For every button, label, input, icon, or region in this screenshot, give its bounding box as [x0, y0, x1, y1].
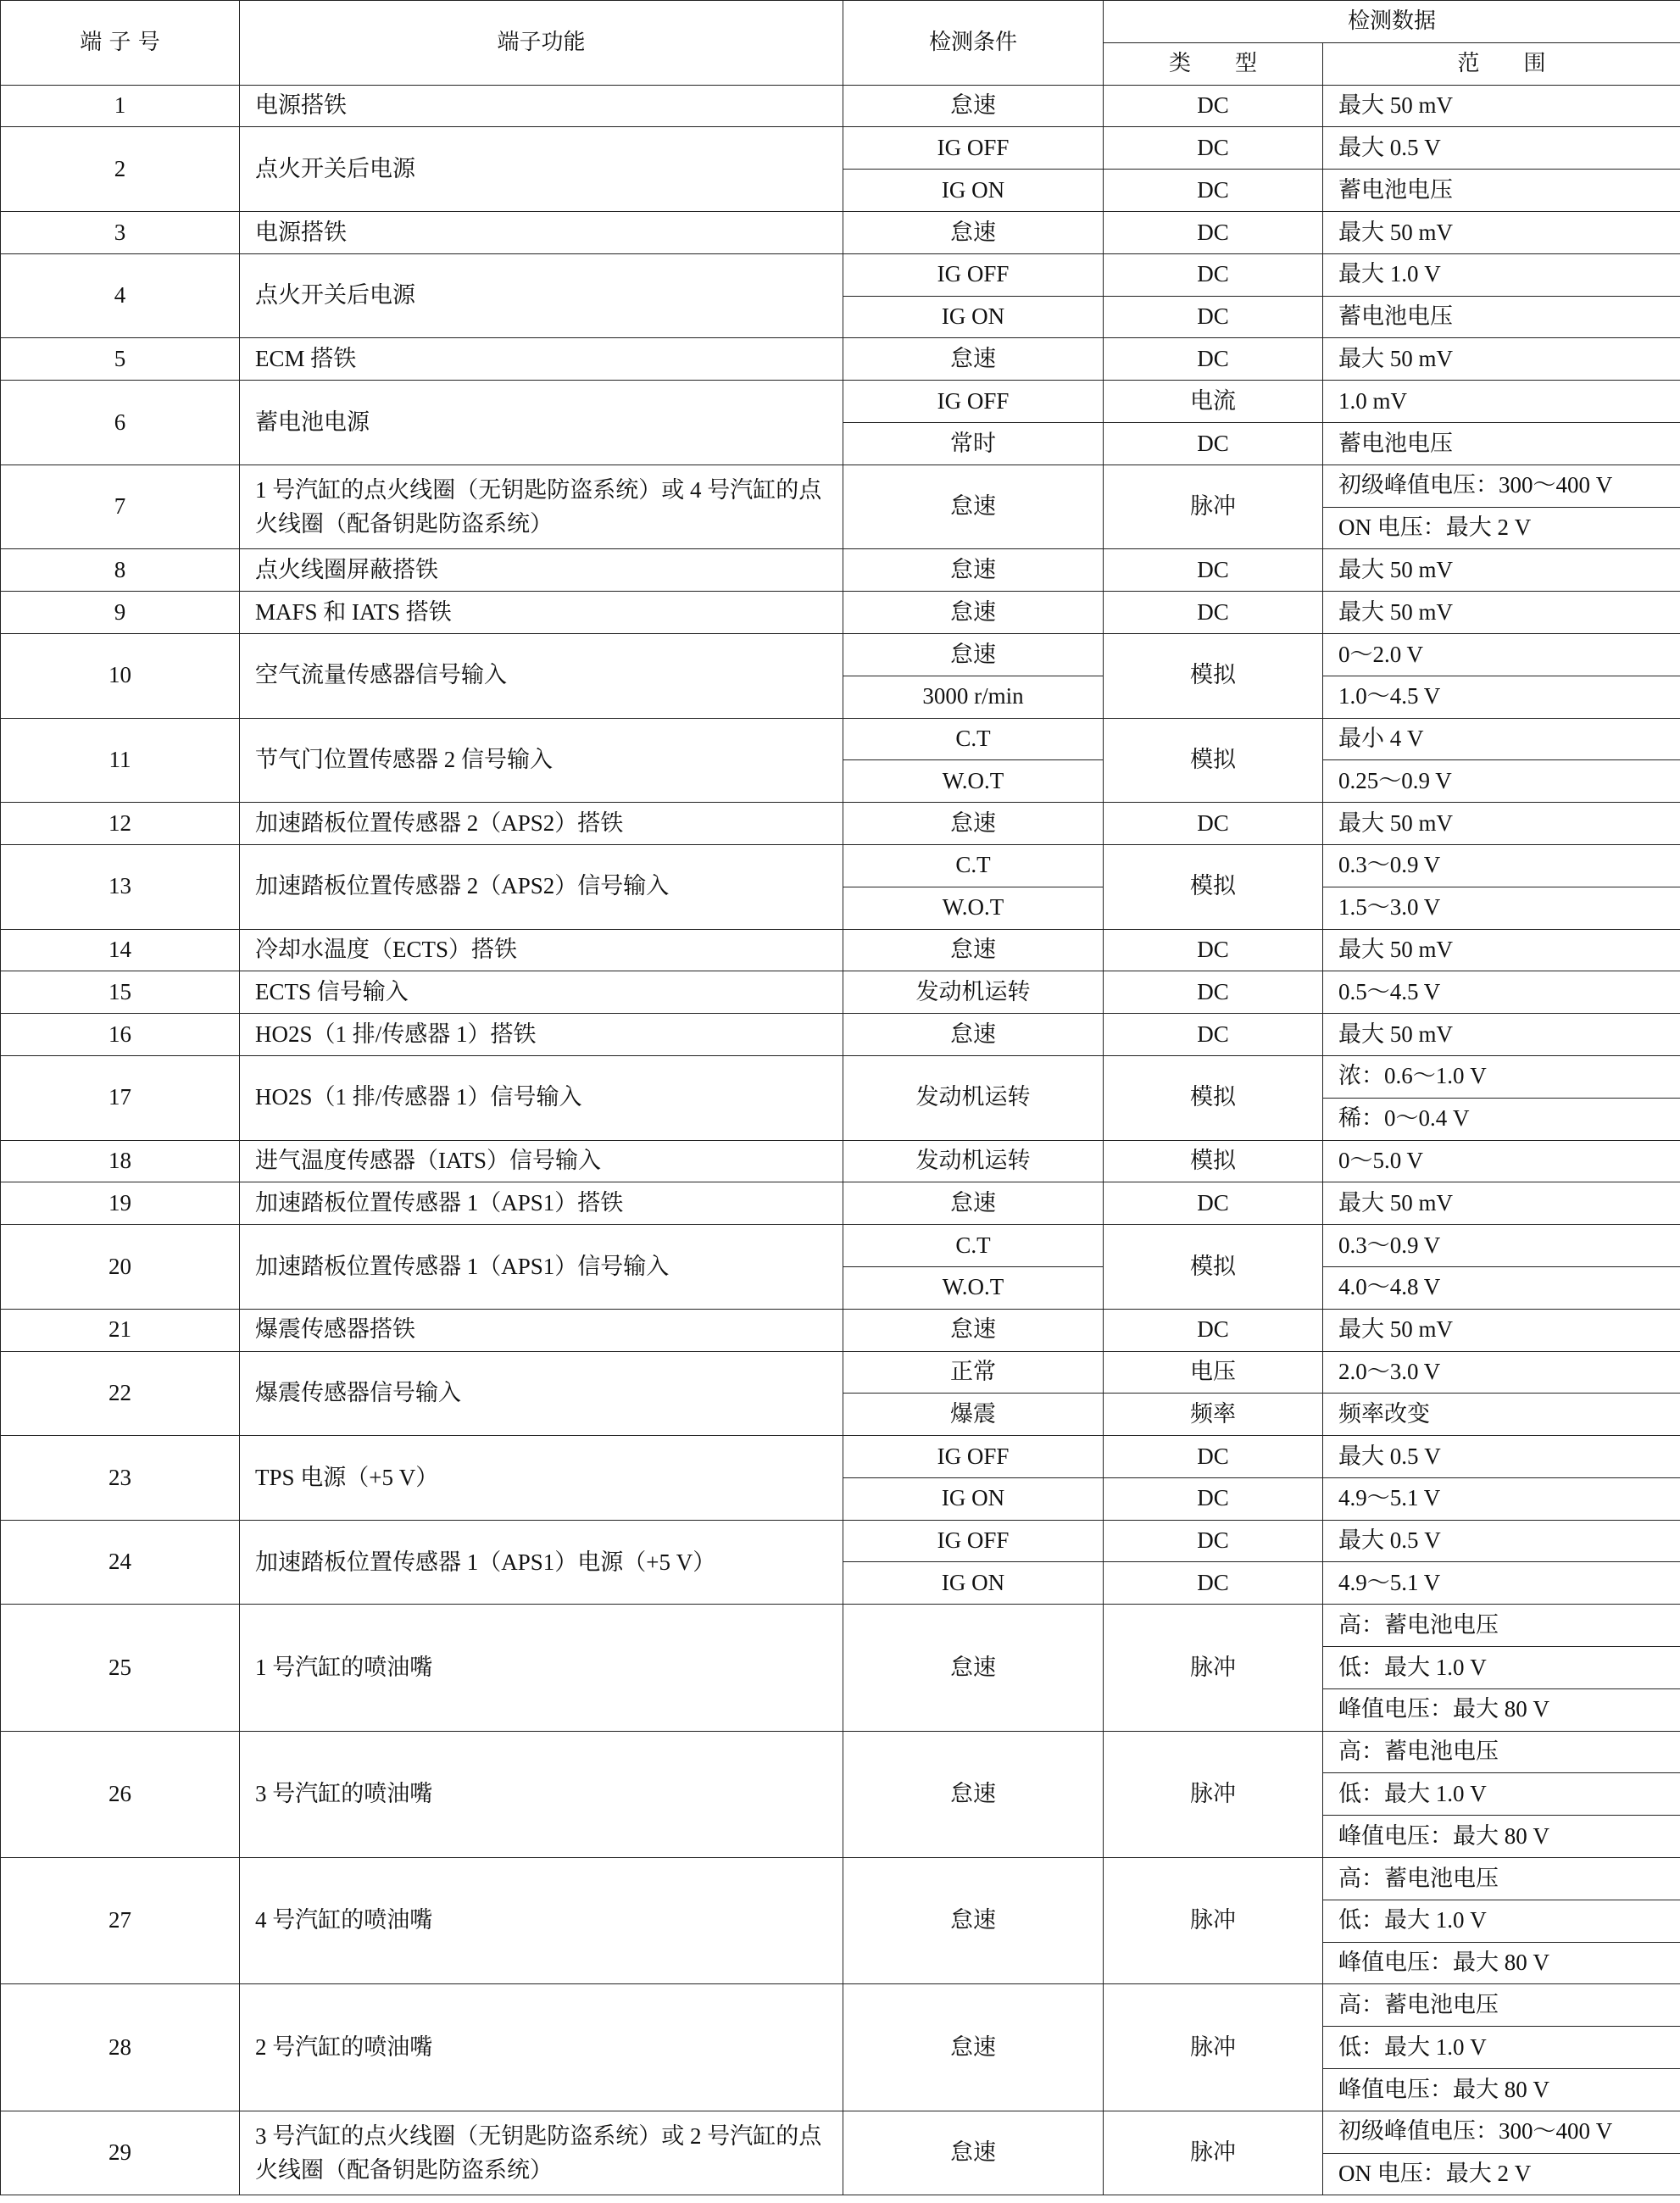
value-range: 0.3～0.9 V [1323, 1225, 1680, 1267]
table-row [1, 929, 1680, 971]
value-range: 最大 0.5 V [1323, 1520, 1680, 1562]
terminal-function: 2 号汽缸的喷油嘴 [240, 1984, 843, 2111]
table-row [1, 1182, 1680, 1225]
value-range: 2.0～3.0 V [1323, 1351, 1680, 1394]
signal-type: DC [1104, 1182, 1323, 1225]
signal-type: 模拟 [1104, 1225, 1323, 1310]
value-range: 峰值电压：最大 80 V [1323, 1942, 1680, 1984]
terminal-no: 22 [1, 1351, 240, 1436]
value-range: 最大 50 mV [1323, 338, 1680, 381]
terminal-no: 12 [1, 803, 240, 845]
terminal-no: 7 [1, 465, 240, 549]
test-condition: 怠速 [843, 1182, 1104, 1225]
terminal-function: 1 号汽缸的喷油嘴 [240, 1605, 843, 1731]
test-condition: C.T [843, 718, 1104, 760]
terminal-function: 3 号汽缸的点火线圈（无钥匙防盗系统）或 2 号汽缸的点火线圈（配备钥匙防盗系统） [240, 2111, 843, 2195]
table-row [1, 1351, 1680, 1394]
terminal-no: 17 [1, 1055, 240, 1140]
terminal-function: 3 号汽缸的喷油嘴 [240, 1731, 843, 1857]
signal-type: DC [1104, 1477, 1323, 1520]
table-row [1, 127, 1680, 170]
signal-type: 模拟 [1104, 718, 1323, 803]
value-range: 最大 50 mV [1323, 549, 1680, 592]
test-condition: IG OFF [843, 253, 1104, 296]
terminal-function: 空气流量传感器信号输入 [240, 633, 843, 718]
terminal-function: 点火开关后电源 [240, 253, 843, 338]
test-condition: IG OFF [843, 381, 1104, 423]
signal-type: DC [1104, 549, 1323, 592]
table-row [1, 1858, 1680, 1900]
table-row [1, 633, 1680, 676]
terminal-function: 加速踏板位置传感器 2（APS2）信号输入 [240, 844, 843, 929]
table-row [1, 718, 1680, 760]
terminal-no: 9 [1, 592, 240, 634]
signal-type: DC [1104, 127, 1323, 170]
terminal-function: MAFS 和 IATS 搭铁 [240, 592, 843, 634]
terminal-function: 加速踏板位置传感器 1（APS1）搭铁 [240, 1182, 843, 1225]
signal-type: 脉冲 [1104, 465, 1323, 549]
signal-type: DC [1104, 1014, 1323, 1056]
test-condition: 怠速 [843, 1731, 1104, 1857]
terminal-function: ECTS 信号输入 [240, 971, 843, 1014]
value-range: 高：蓄电池电压 [1323, 1731, 1680, 1773]
value-range: 最大 0.5 V [1323, 1436, 1680, 1478]
signal-type: DC [1104, 971, 1323, 1014]
table-row [1, 338, 1680, 381]
test-condition: 怠速 [843, 1605, 1104, 1731]
signal-type: 脉冲 [1104, 2111, 1323, 2195]
signal-type: DC [1104, 1520, 1323, 1562]
value-range: 最大 50 mV [1323, 211, 1680, 253]
value-range: 0.5～4.5 V [1323, 971, 1680, 1014]
test-condition: 发动机运转 [843, 971, 1104, 1014]
test-condition: 怠速 [843, 1014, 1104, 1056]
table-row [1, 1055, 1680, 1098]
test-condition: IG ON [843, 296, 1104, 338]
value-range: 最小 4 V [1323, 718, 1680, 760]
terminal-no: 23 [1, 1436, 240, 1521]
test-condition: 正常 [843, 1351, 1104, 1394]
terminal-function: TPS 电源（+5 V） [240, 1436, 843, 1521]
header-condition: 检测条件 [843, 1, 1104, 86]
signal-type: DC [1104, 1309, 1323, 1351]
value-range: 峰值电压：最大 80 V [1323, 2069, 1680, 2111]
value-range: 0.25～0.9 V [1323, 760, 1680, 803]
terminal-no: 18 [1, 1140, 240, 1182]
table-row [1, 1984, 1680, 2027]
signal-type: DC [1104, 253, 1323, 296]
signal-type: DC [1104, 803, 1323, 845]
value-range: 蓄电池电压 [1323, 170, 1680, 212]
terminal-function: 电源搭铁 [240, 211, 843, 253]
terminal-no: 14 [1, 929, 240, 971]
value-range: 4.9～5.1 V [1323, 1562, 1680, 1605]
table-row [1, 85, 1680, 127]
table-row [1, 549, 1680, 592]
table-row [1, 465, 1680, 507]
test-condition: 怠速 [843, 211, 1104, 253]
table-row [1, 1731, 1680, 1773]
terminal-no: 28 [1, 1984, 240, 2111]
header-terminal-no: 端 子 号 [1, 1, 240, 86]
terminal-function: 点火线圈屏蔽搭铁 [240, 549, 843, 592]
signal-type: DC [1104, 1436, 1323, 1478]
table-row [1, 1014, 1680, 1056]
test-condition: IG ON [843, 170, 1104, 212]
test-condition: 怠速 [843, 929, 1104, 971]
terminal-no: 8 [1, 549, 240, 592]
terminal-no: 6 [1, 381, 240, 465]
terminal-no: 1 [1, 85, 240, 127]
signal-type: 电压 [1104, 1351, 1323, 1394]
table-body [1, 85, 1680, 2195]
value-range: 0～5.0 V [1323, 1140, 1680, 1182]
terminal-function: 加速踏板位置传感器 2（APS2）搭铁 [240, 803, 843, 845]
terminal-no: 21 [1, 1309, 240, 1351]
table-row [1, 1436, 1680, 1478]
signal-type: 脉冲 [1104, 1984, 1323, 2111]
table-row [1, 381, 1680, 423]
value-range: 1.0～4.5 V [1323, 676, 1680, 718]
signal-type: 电流 [1104, 381, 1323, 423]
terminal-no: 11 [1, 718, 240, 803]
value-range: 峰值电压：最大 80 V [1323, 1816, 1680, 1858]
test-condition: IG OFF [843, 127, 1104, 170]
table-row [1, 844, 1680, 887]
terminal-function: 蓄电池电源 [240, 381, 843, 465]
terminal-function: HO2S（1 排/传感器 1）搭铁 [240, 1014, 843, 1056]
value-range: 最大 1.0 V [1323, 253, 1680, 296]
value-range: 最大 50 mV [1323, 1309, 1680, 1351]
terminal-function: 加速踏板位置传感器 1（APS1）电源（+5 V） [240, 1520, 843, 1605]
test-condition: 怠速 [843, 592, 1104, 634]
header-function: 端子功能 [240, 1, 843, 86]
signal-type: DC [1104, 1562, 1323, 1605]
test-condition: 常时 [843, 422, 1104, 465]
signal-type: 脉冲 [1104, 1858, 1323, 1984]
value-range: 4.9～5.1 V [1323, 1477, 1680, 1520]
test-condition: 怠速 [843, 633, 1104, 676]
test-condition: 怠速 [843, 2111, 1104, 2195]
value-range: 1.0 mV [1323, 381, 1680, 423]
header-row-1 [1, 1, 1680, 43]
test-condition: 怠速 [843, 465, 1104, 549]
test-condition: C.T [843, 1225, 1104, 1267]
value-range: 低：最大 1.0 V [1323, 1647, 1680, 1689]
value-range: 稀：0～0.4 V [1323, 1098, 1680, 1140]
terminal-function: 1 号汽缸的点火线圈（无钥匙防盗系统）或 4 号汽缸的点火线圈（配备钥匙防盗系统） [240, 465, 843, 549]
table-row [1, 592, 1680, 634]
terminal-no: 25 [1, 1605, 240, 1731]
value-range: 最大 50 mV [1323, 85, 1680, 127]
value-range: ON 电压：最大 2 V [1323, 507, 1680, 549]
value-range: 低：最大 1.0 V [1323, 1773, 1680, 1816]
terminal-function: 点火开关后电源 [240, 127, 843, 212]
value-range: 4.0～4.8 V [1323, 1266, 1680, 1309]
terminal-function: 4 号汽缸的喷油嘴 [240, 1858, 843, 1984]
terminal-function: 冷却水温度（ECTS）搭铁 [240, 929, 843, 971]
test-condition: 怠速 [843, 85, 1104, 127]
value-range: 蓄电池电压 [1323, 422, 1680, 465]
test-condition: C.T [843, 844, 1104, 887]
value-range: 高：蓄电池电压 [1323, 1605, 1680, 1647]
table-row [1, 1140, 1680, 1182]
test-condition: IG ON [843, 1477, 1104, 1520]
terminal-no: 29 [1, 2111, 240, 2195]
terminal-no: 20 [1, 1225, 240, 1310]
value-range: 1.5～3.0 V [1323, 887, 1680, 929]
table-row [1, 803, 1680, 845]
value-range: 峰值电压：最大 80 V [1323, 1688, 1680, 1731]
terminal-function: HO2S（1 排/传感器 1）信号输入 [240, 1055, 843, 1140]
test-condition: IG OFF [843, 1520, 1104, 1562]
terminal-no: 2 [1, 127, 240, 212]
table-row [1, 211, 1680, 253]
header-type: 类 型 [1104, 42, 1323, 85]
value-range: 初级峰值电压：300～400 V [1323, 2111, 1680, 2153]
terminal-function: ECM 搭铁 [240, 338, 843, 381]
value-range: 蓄电池电压 [1323, 296, 1680, 338]
test-condition: 发动机运转 [843, 1055, 1104, 1140]
test-condition: 爆震 [843, 1394, 1104, 1436]
value-range: 低：最大 1.0 V [1323, 1900, 1680, 1942]
table-row [1, 1605, 1680, 1647]
value-range: 浓：0.6～1.0 V [1323, 1055, 1680, 1098]
terminal-no: 26 [1, 1731, 240, 1857]
terminal-no: 19 [1, 1182, 240, 1225]
signal-type: DC [1104, 338, 1323, 381]
terminal-no: 5 [1, 338, 240, 381]
value-range: 最大 50 mV [1323, 1014, 1680, 1056]
value-range: 初级峰值电压：300～400 V [1323, 465, 1680, 507]
value-range: 高：蓄电池电压 [1323, 1858, 1680, 1900]
value-range: 低：最大 1.0 V [1323, 2027, 1680, 2069]
signal-type: 脉冲 [1104, 1731, 1323, 1857]
signal-type: 频率 [1104, 1394, 1323, 1436]
terminal-no: 4 [1, 253, 240, 338]
signal-type: DC [1104, 592, 1323, 634]
test-condition: 怠速 [843, 1858, 1104, 1984]
value-range: 最大 50 mV [1323, 592, 1680, 634]
value-range: 高：蓄电池电压 [1323, 1984, 1680, 2027]
test-condition: 3000 r/min [843, 676, 1104, 718]
value-range: ON 电压：最大 2 V [1323, 2153, 1680, 2195]
table-row [1, 253, 1680, 296]
signal-type: DC [1104, 296, 1323, 338]
test-condition: 怠速 [843, 1309, 1104, 1351]
value-range: 最大 50 mV [1323, 1182, 1680, 1225]
test-condition: 怠速 [843, 803, 1104, 845]
signal-type: DC [1104, 170, 1323, 212]
terminal-no: 16 [1, 1014, 240, 1056]
terminal-no: 27 [1, 1858, 240, 1984]
signal-type: 模拟 [1104, 844, 1323, 929]
terminal-no: 15 [1, 971, 240, 1014]
terminal-function: 加速踏板位置传感器 1（APS1）信号输入 [240, 1225, 843, 1310]
terminal-function: 爆震传感器搭铁 [240, 1309, 843, 1351]
signal-type: DC [1104, 211, 1323, 253]
signal-type: 模拟 [1104, 1055, 1323, 1140]
signal-type: 模拟 [1104, 1140, 1323, 1182]
terminal-no: 10 [1, 633, 240, 718]
test-condition: 怠速 [843, 549, 1104, 592]
test-condition: IG OFF [843, 1436, 1104, 1478]
signal-type: 脉冲 [1104, 1605, 1323, 1731]
value-range: 最大 0.5 V [1323, 127, 1680, 170]
value-range: 最大 50 mV [1323, 929, 1680, 971]
test-condition: 怠速 [843, 338, 1104, 381]
test-condition: W.O.T [843, 887, 1104, 929]
value-range: 频率改变 [1323, 1394, 1680, 1436]
table-row [1, 971, 1680, 1014]
terminal-function: 进气温度传感器（IATS）信号输入 [240, 1140, 843, 1182]
test-condition: 发动机运转 [843, 1140, 1104, 1182]
terminal-function: 节气门位置传感器 2 信号输入 [240, 718, 843, 803]
terminal-no: 24 [1, 1520, 240, 1605]
table-row [1, 1225, 1680, 1267]
header-data: 检测数据 [1104, 1, 1680, 43]
value-range: 最大 50 mV [1323, 803, 1680, 845]
test-condition: W.O.T [843, 1266, 1104, 1309]
terminal-function: 电源搭铁 [240, 85, 843, 127]
test-condition: W.O.T [843, 760, 1104, 803]
terminal-function: 爆震传感器信号输入 [240, 1351, 843, 1436]
signal-type: 模拟 [1104, 633, 1323, 718]
value-range: 0.3～0.9 V [1323, 844, 1680, 887]
header-range: 范 围 [1323, 42, 1680, 85]
terminal-no: 13 [1, 844, 240, 929]
signal-type: DC [1104, 85, 1323, 127]
signal-type: DC [1104, 929, 1323, 971]
table-row [1, 2111, 1680, 2153]
table-row [1, 1520, 1680, 1562]
value-range: 0～2.0 V [1323, 633, 1680, 676]
test-condition: IG ON [843, 1562, 1104, 1605]
signal-type: DC [1104, 422, 1323, 465]
test-condition: 怠速 [843, 1984, 1104, 2111]
table-row [1, 1309, 1680, 1351]
terminal-no: 3 [1, 211, 240, 253]
